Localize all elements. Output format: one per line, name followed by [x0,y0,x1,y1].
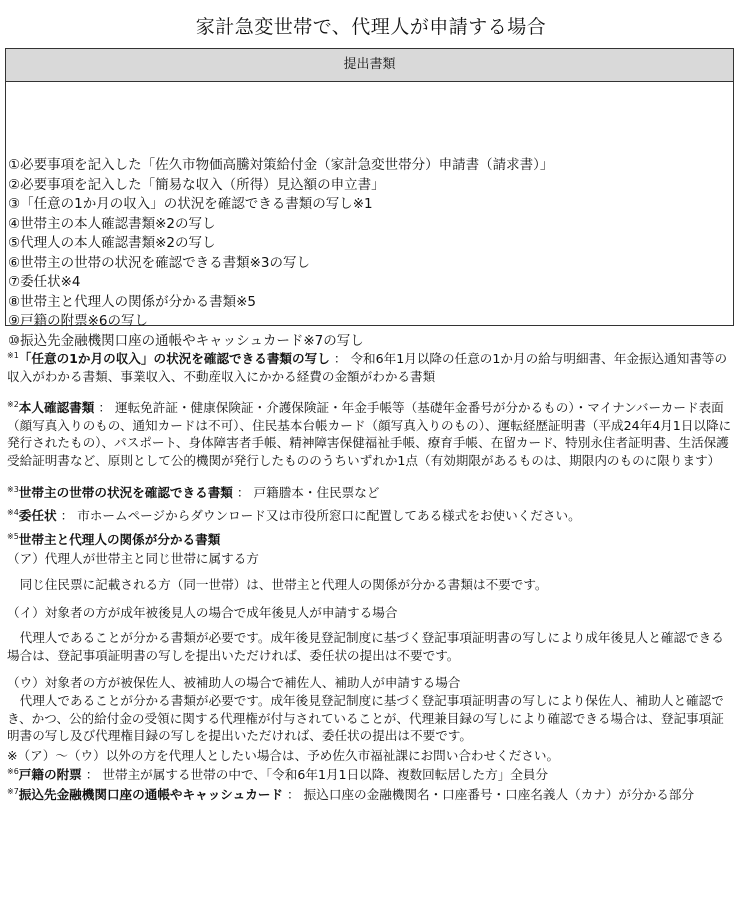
note-7 [7,786,735,804]
case-c-heading: （ウ）対象者の方が被保佐人、被補助人の場合で補佐人、補助人が申請する場合 [7,675,461,691]
note-6 [7,766,735,784]
note-2 [7,399,735,469]
case-b-body: 代理人であることが分かる書類が必要です。成年後見登記制度に基づく登記事項証明書の写しにより成年後見人と確認できる場合は、登記事項証明書の写しを提出いただければ、委任状の提出は不要です。 [7,630,724,663]
case-a-heading: （ア）代理人が世帯主と同じ世帯に属する方 [7,551,259,567]
note-mark: ※6 [7,767,19,777]
note-mark: ※2 [7,400,19,409]
document-item: ④世帯主の本人確認書類※2の写し [8,215,216,232]
document-item: ⑩振込先金融機関口座の通帳やキャッシュカード※7の写し [8,332,364,349]
note-separator: ： [85,767,99,783]
note-5-footer: ※（ア）～（ウ）以外の方を代理人としたい場合は、予め佐久市福祉課にお問い合わせください。 [7,747,560,763]
document-item: ⑥世帯主の世帯の状況を確認できる書類※3の写し [8,254,311,271]
document-item: ⑤代理人の本人確認書類※2の写し [8,235,216,251]
note-term: 世帯主と代理人の関係が分かる書類 [18,531,221,547]
note-term: 戸籍の附票 [18,767,82,783]
document-item: ②必要事項を記入した「簡易な収入（所得）見込額の申立書」 [8,176,385,193]
note-term: 「任意の1か月の収入」の状況を確認できる書類の写し [18,351,330,366]
document-item: ⑦委任状※4 [8,274,81,290]
document-item: ①必要事項を記入した「佐久市物価高騰対策給付金（家計急変世帯分）申請書（請求書）」 [8,157,554,173]
document-item: ⑨戸籍の附票※6の写し [8,313,149,329]
documents-list [6,82,733,351]
footnotes [7,350,735,803]
note-text: 令和6年1月以降の任意の1か月の給与明細書、年金振込通知書等の収入がわかる書類、事業収入、不動産収入にかかる経費の金額がわかる書類 [7,351,728,384]
note-mark: ※3 [7,484,19,494]
note-mark: ※7 [7,786,19,796]
note-separator: ： [60,508,74,524]
note-term: 委任状 [18,508,57,524]
case-a-body: 同じ住民票に記載される方（同一世帯）は、世帯主と代理人の関係が分かる書類は不要です。 [19,576,548,592]
note-5 [7,531,735,765]
note-text: 戸籍謄本・住民票など [253,484,380,500]
document-item: ③「任意の1か月の収入」の状況を確認できる書類の写し※1 [8,196,373,212]
case-b-heading: （イ）対象者の方が成年被後見人の場合で成年後見人が申請する場合 [7,604,398,620]
page-title: 家計急変世帯で、代理人が申請する場合 [195,16,547,38]
required-documents-box [5,48,734,349]
note-term: 世帯主の世帯の状況を確認できる書類 [18,484,233,500]
note-separator: ： [333,351,347,366]
note-separator: ： [98,400,111,416]
note-5-heading [7,531,735,549]
note-text: 運転免許証・健康保険証・介護保険証・年金手帳等（基礎年金番号が分かるもの）・マイナンバーカード表面（顔写真入りのもの、通知カードは不可）、住民基本台帳カード（顔写真入りのもの）、運転経歴証明書（平成24年4月1日以降に発行されたもの）、パスポート、身体障害者手帳、精神障害保健福祉手帳、療育手帳、在留カード、特別永住者証明書、生活保護受給証明書など、原則として公的機関が発行したもののうちいずれか1点（有効期限があるものは、期限内のものに限ります） [7,400,732,468]
note-text: 市ホームページからダウンロード又は市役所窓口に配置してある様式をお使いください。 [77,508,581,524]
note-term: 本人確認書類 [18,400,95,416]
note-mark: ※4 [7,507,19,517]
note-separator: ： [287,786,300,802]
box-header: 提出書類 [6,49,733,82]
note-text: 振込口座の金融機関名・口座番号・口座名義人（カナ）が分かる部分 [303,786,695,802]
note-text: 世帯主が属する世帯の中で、「令和6年1月1日以降、複数回転居した方」全員分 [102,767,549,783]
note-1 [7,350,735,385]
note-mark: ※5 [7,531,19,541]
note-mark: ※1 [7,350,19,360]
document-item: ⑧世帯主と代理人の関係が分かる書類※5 [8,293,257,310]
case-c-body: 代理人であることが分かる書類が必要です。成年後見登記制度に基づく登記事項証明書の写しにより保佐人、補助人と確認でき、かつ、公的給付金の受領に関する代理権が付与されていることが、代理兼目録の写しにより確認できる場合は、登記事項証明書の写し及び代理権目録の写しを提出いただければ、委任状の提出は不要です。 [7,692,724,744]
note-3 [7,484,735,502]
note-4 [7,507,735,525]
note-term: 振込先金融機関口座の通帳やキャッシュカード [18,786,284,802]
note-separator: ： [236,484,250,500]
